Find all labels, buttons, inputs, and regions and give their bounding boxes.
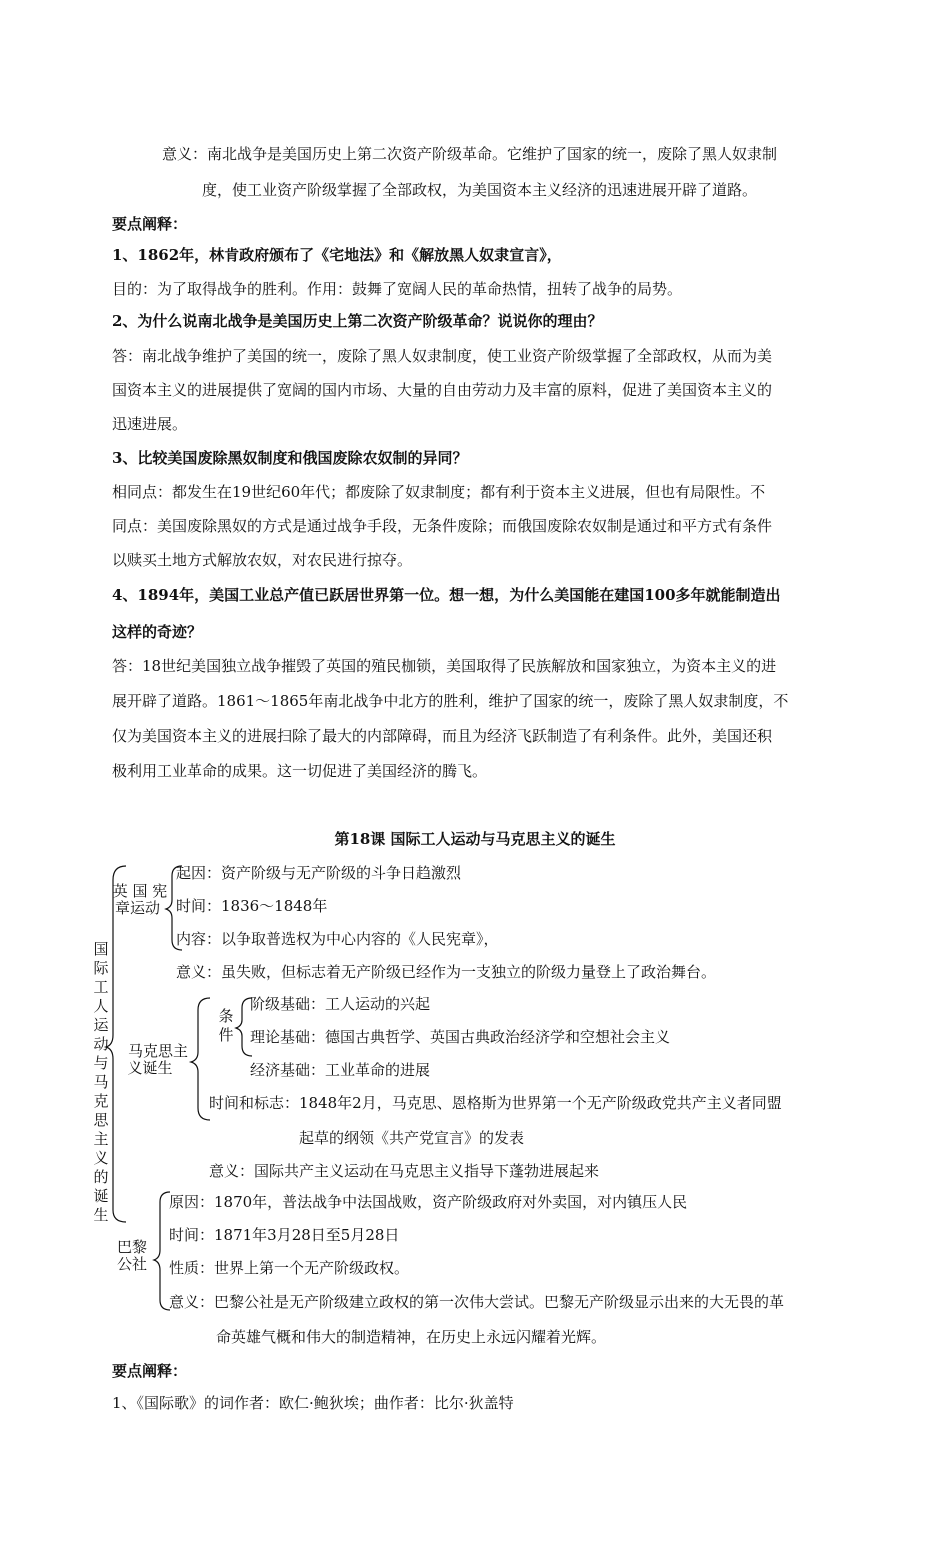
lesson18-key-points-heading: 要点阐释：: [112, 1362, 188, 1380]
class-basis: 阶级基础：工人运动的兴起: [250, 995, 431, 1013]
question-4-answer-line: 极利用工业革命的成果。这一切促进了美国经济的腾飞。: [112, 762, 488, 780]
time-and-sign-line-2: 起草的纲领《共产党宣言》的发表: [299, 1129, 525, 1147]
lesson18-question-1: 1、《国际歌》的词作者：欧仁·鲍狄埃；曲作者：比尔·狄盖特: [112, 1394, 514, 1412]
question-2-answer-line: 国资本主义的进展提供了宽阔的国内市场、大量的自由劳动力及丰富的原料，促进了美国资本主义的: [112, 381, 773, 399]
paris-commune-meaning-line-2: 命英雄气概和伟大的制造精神，在历史上永远闪耀着光辉。: [216, 1328, 607, 1346]
root-label: 国际工人运动与马克思主义的诞生: [93, 940, 109, 1224]
question-4-answer-line: 仅为美国资本主义的进展扫除了最大的内部障碍，而且为经济飞跃制造了有利条件。此外，美国还积: [112, 727, 773, 745]
marxism-label-line-2: 义诞生: [127, 1059, 173, 1077]
meaning-line-2: 度，使工业资产阶级掌握了全部政权，为美国资本主义经济的迅速进展开辟了道路。: [202, 181, 758, 199]
question-2-answer-line: 迅速进展。: [112, 415, 188, 433]
time-and-sign-line-1: 时间和标志：1848年2月，马克思、恩格斯为世界第一个无产阶级政党共产主义者同盟: [209, 1094, 782, 1112]
paris-commune-time: 时间：1871年3月28日至5月28日: [169, 1226, 400, 1244]
question-4-answer-line: 展开辟了道路。1861～1865年南北战争中北方的胜利，维护了国家的统一，废除了黑人奴隶制度，不: [112, 692, 789, 710]
paris-commune-meaning-line-1: 意义：巴黎公社是无产阶级建立政权的第一次伟大尝试。巴黎无产阶级显示出来的大无畏的革: [169, 1293, 785, 1311]
question-4-answer-line: 答：18世纪美国独立战争摧毁了英国的殖民枷锁，美国取得了民族解放和国家独立，为资本主义的进: [112, 657, 777, 675]
paris-commune-cause: 原因：1870年，普法战争中法国战败，资产阶级政府对外卖国，对内镇压人民: [169, 1193, 688, 1211]
chartism-label-line-1: 英 国 宪: [112, 882, 168, 900]
question-4-line: 4、1894年，美国工业总产值已跃居世界第一位。想一想，为什么美国能在建国100多年就能制造出: [112, 586, 781, 604]
paris-commune-brace: [154, 1192, 170, 1310]
question-1: 1、1862年，林肯政府颁布了《宅地法》和《解放黑人奴隶宣言》，: [112, 246, 562, 264]
question-4-line: 这样的奇迹？: [112, 623, 203, 641]
lesson-title: 第18课 国际工人运动与马克思主义的诞生: [334, 830, 616, 848]
theory-basis: 理论基础：德国古典哲学、英国古典政治经济学和空想社会主义: [250, 1028, 671, 1046]
marxism-label-line-1: 马克思主: [127, 1042, 188, 1060]
key-points-heading: 要点阐释：: [112, 215, 188, 233]
paris-commune-nature: 性质：世界上第一个无产阶级政权。: [169, 1259, 410, 1277]
chartism-time: 时间：1836～1848年: [176, 897, 328, 915]
chartism-meaning: 意义：虽失败，但标志着无产阶级已经作为一支独立的阶级力量登上了政治舞台。: [176, 963, 717, 981]
chartism-label-line-2: 章运动: [114, 899, 160, 917]
question-3-answer-line: 同点：美国废除黑奴的方式是通过战争手段，无条件废除；而俄国废除农奴制是通过和平方式有条件: [112, 517, 773, 535]
conditions-label: 条件: [218, 1007, 234, 1044]
chartism-cause: 起因：资产阶级与无产阶级的斗争日趋激烈: [176, 864, 462, 882]
chartism-content: 内容：以争取普选权为中心内容的《人民宪章》，: [176, 930, 499, 948]
economic-basis: 经济基础：工业革命的进展: [250, 1061, 431, 1079]
paris-commune-label-line-2: 公社: [116, 1255, 147, 1273]
question-2: 2、为什么说南北战争是美国历史上第二次资产阶级革命？说说你的理由？: [112, 312, 603, 330]
meaning-line-1: 意义：南北战争是美国历史上第二次资产阶级革命。它维护了国家的统一，废除了黑人奴隶制: [162, 145, 778, 163]
question-3-answer-line: 相同点：都发生在19世纪60年代；都废除了奴隶制度；都有利于资本主义进展，但也有局限性。不: [112, 483, 766, 501]
marxism-meaning: 意义：国际共产主义运动在马克思主义指导下蓬勃进展起来: [209, 1162, 600, 1180]
question-2-answer-line: 答：南北战争维护了美国的统一，废除了黑人奴隶制度，使工业资产阶级掌握了全部政权，从而为美: [112, 347, 773, 365]
question-1-answer: 目的：为了取得战争的胜利。作用：鼓舞了宽阔人民的革命热情，扭转了战争的局势。: [112, 280, 683, 298]
question-3: 3、比较美国废除黑奴制度和俄国废除农奴制的异同？: [112, 449, 468, 467]
question-3-answer-line: 以赎买土地方式解放农奴，对农民进行掠夺。: [112, 551, 413, 569]
paris-commune-label-line-1: 巴黎: [116, 1238, 147, 1256]
